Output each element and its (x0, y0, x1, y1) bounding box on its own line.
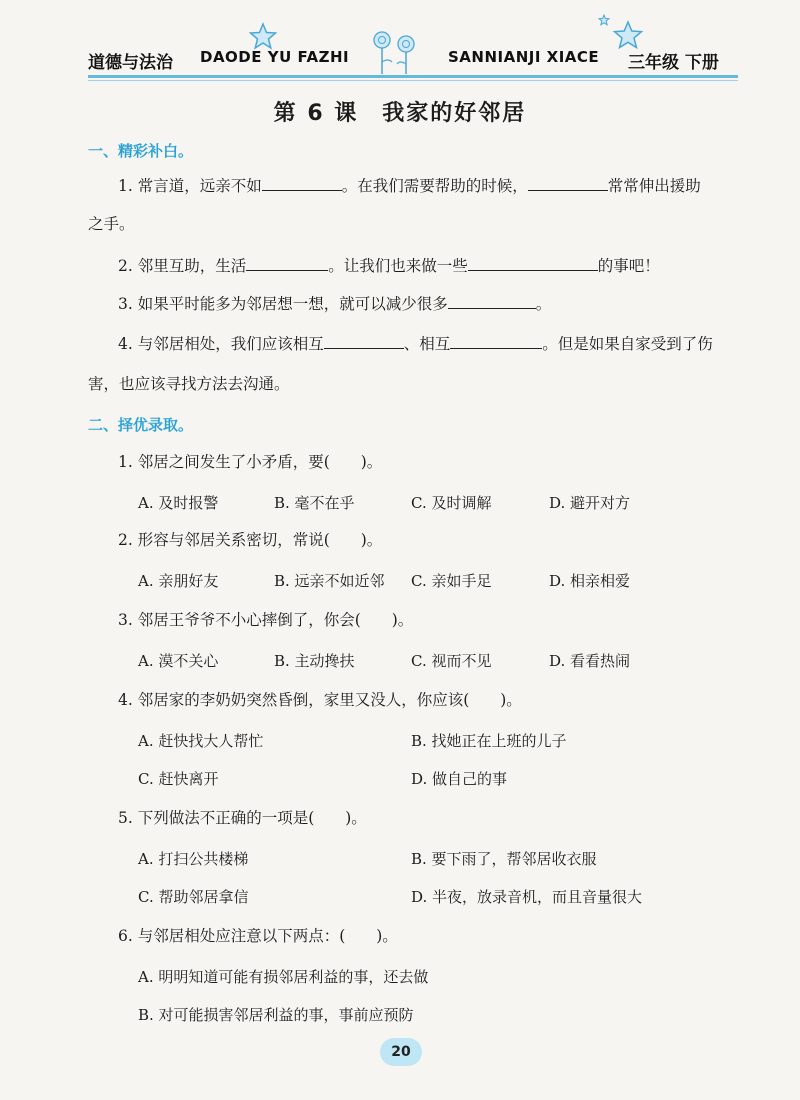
option-b[interactable]: B. 对可能损害邻居利益的事，事前应预防 (138, 1006, 414, 1024)
option-a[interactable]: A. 及时报警 (138, 494, 219, 512)
question-1-3 (118, 294, 768, 314)
option-d[interactable]: D. 相亲相爱 (549, 572, 631, 590)
option-c[interactable]: C. 视而不见 (411, 652, 492, 670)
question-text: 1. 常言道，远亲不如 (118, 177, 262, 195)
question-1-1-cont: 之手。 (88, 215, 135, 233)
question-text: 4. 与邻居相处，我们应该相互 (118, 335, 324, 353)
option-a[interactable]: A. 漠不关心 (138, 652, 219, 670)
option-d[interactable]: D. 避开对方 (549, 494, 631, 512)
question-text: 3. 如果平时能多为邻居想一想，就可以减少很多 (118, 295, 448, 313)
option-a[interactable]: A. 亲朋好友 (138, 572, 219, 590)
page-number: 20 (380, 1038, 422, 1066)
option-c[interactable]: C. 赶快离开 (138, 770, 219, 788)
mc-question-4: 4. 邻居家的李奶奶突然昏倒，家里又没人，你应该( )。 (118, 691, 522, 709)
mc-question-2: 2. 形容与邻居关系密切，常说( )。 (118, 531, 383, 549)
question-text: 。 (535, 295, 552, 313)
section-heading-fill-blanks: 一、精彩补白。 (88, 142, 194, 160)
flower-decoration-icon (368, 28, 424, 76)
grade-label: 三年级 下册 (628, 53, 719, 73)
question-text: 的事吧！ (597, 257, 660, 275)
grade-pinyin: SANNIANJI XIACE (448, 48, 600, 66)
mc-question-5: 5. 下列做法不正确的一项是( )。 (118, 809, 367, 827)
answer-blank[interactable] (324, 334, 404, 349)
star-decoration-icon (612, 20, 644, 50)
option-d[interactable]: D. 做自己的事 (411, 770, 508, 788)
answer-blank[interactable] (450, 334, 542, 349)
answer-blank[interactable] (528, 176, 608, 191)
question-1-4 (118, 334, 768, 354)
subject-pinyin: DAODE YU FAZHI (200, 48, 350, 66)
star-decoration-icon (248, 22, 278, 50)
answer-blank[interactable] (448, 294, 536, 309)
option-b[interactable]: B. 找她正在上班的儿子 (411, 732, 567, 750)
question-1-4-cont: 害，也应该寻找方法去沟通。 (88, 375, 290, 393)
question-text: 。让我们也来做一些 (328, 257, 468, 275)
answer-blank[interactable] (468, 256, 598, 271)
option-b[interactable]: B. 远亲不如近邻 (274, 572, 385, 590)
option-a[interactable]: A. 明明知道可能有损邻居利益的事，还去做 (138, 968, 429, 986)
option-d[interactable]: D. 半夜，放录音机，而且音量很大 (411, 888, 643, 906)
question-text: 、相互 (403, 335, 451, 353)
lesson-title: 第 6 课 我家的好邻居 (273, 101, 527, 126)
question-text: 常常伸出援助 (607, 177, 701, 195)
option-c[interactable]: C. 及时调解 (411, 494, 492, 512)
small-star-decoration-icon (598, 14, 610, 26)
question-1-2 (118, 256, 768, 276)
option-a[interactable]: A. 赶快找大人帮忙 (138, 732, 264, 750)
question-text: 。在我们需要帮助的时候， (341, 177, 528, 195)
option-b[interactable]: B. 毫不在乎 (274, 494, 355, 512)
mc-question-3: 3. 邻居王爷爷不小心摔倒了，你会( )。 (118, 611, 414, 629)
header-divider-thin (88, 80, 738, 81)
option-b[interactable]: B. 主动搀扶 (274, 652, 355, 670)
option-d[interactable]: D. 看看热闹 (549, 652, 631, 670)
question-text: 。但是如果自家受到了伤 (542, 335, 713, 353)
option-b[interactable]: B. 要下雨了，帮邻居收衣服 (411, 850, 597, 868)
answer-blank[interactable] (262, 176, 342, 191)
mc-question-1: 1. 邻居之间发生了小矛盾，要( )。 (118, 453, 383, 471)
answer-blank[interactable] (246, 256, 328, 271)
option-c[interactable]: C. 亲如手足 (411, 572, 492, 590)
section-heading-multiple-choice: 二、择优录取。 (88, 416, 194, 434)
option-c[interactable]: C. 帮助邻居拿信 (138, 888, 249, 906)
mc-question-6: 6. 与邻居相处应注意以下两点：( )。 (118, 927, 398, 945)
subject-title: 道德与法治 (88, 53, 173, 73)
question-text: 2. 邻里互助，生活 (118, 257, 247, 275)
question-1-1 (118, 176, 768, 196)
option-a[interactable]: A. 打扫公共楼梯 (138, 850, 249, 868)
